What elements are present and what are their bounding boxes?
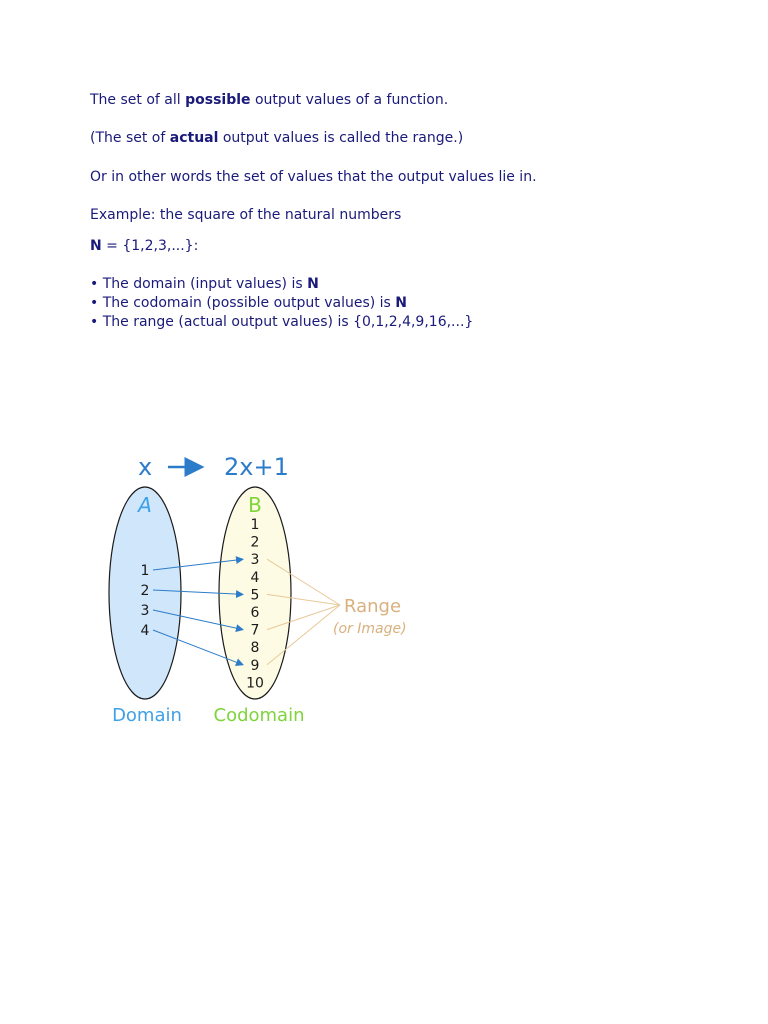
domain-value: 2 (140, 583, 150, 599)
set-a-label: A (138, 493, 152, 517)
bullet-mark: • (90, 295, 99, 311)
bullet-mark: • (90, 314, 99, 330)
codomain-value: 10 (246, 675, 264, 692)
codomain-value: 6 (250, 605, 260, 621)
domain-value: 4 (140, 623, 150, 639)
codomain-value: 9 (250, 657, 260, 674)
codomain-caption: Codomain (213, 705, 305, 726)
p2-before: (The set of (90, 130, 170, 146)
set-b-label: B (248, 493, 262, 517)
bullet-bold: N (395, 295, 408, 311)
codomain-value: 8 (250, 640, 260, 657)
natural-numbers-symbol: N (90, 238, 102, 254)
definition-paragraph (90, 91, 448, 110)
p2-after: output values is called the range.) (218, 130, 464, 146)
range-note-paragraph (90, 129, 463, 148)
codomain-value: 3 (250, 552, 260, 569)
range-label: Range (344, 596, 402, 617)
function-input-label: x (138, 453, 153, 481)
natural-numbers-set: = {1,2,3,...}: (101, 238, 199, 254)
codomain-value: 7 (250, 622, 260, 639)
bullet-bold: N (307, 276, 319, 292)
domain-value: 3 (140, 603, 150, 619)
bullet-text: The domain (input values) is (98, 276, 308, 292)
codomain-value: 5 (250, 587, 260, 604)
bullet-list (90, 275, 473, 332)
explanation-paragraph: Or in other words the set of values that the output values lie in. (90, 169, 537, 185)
bullet-mark: • (90, 276, 99, 292)
p1-before: The set of all (90, 92, 186, 108)
bullet-codomain (90, 294, 473, 313)
range-sublabel: (or Image) (333, 621, 407, 637)
bullet-domain (90, 275, 473, 294)
codomain-value: 2 (250, 534, 260, 551)
function-rule-label: 2x+1 (224, 453, 289, 481)
codomain-value: 4 (250, 569, 260, 586)
p1-after: output values of a function. (250, 92, 449, 108)
bullet-text: The codomain (possible output values) is (98, 295, 396, 311)
function-mapping-diagram (100, 440, 420, 735)
p1-bold: possible (185, 92, 251, 108)
bullet-range (90, 313, 473, 332)
domain-caption: Domain (112, 705, 182, 726)
natural-numbers-line (90, 237, 198, 256)
example-paragraph: Example: the square of the natural numbers (90, 207, 402, 223)
domain-value: 1 (140, 563, 150, 579)
p2-bold: actual (169, 130, 219, 146)
codomain-value: 1 (250, 517, 260, 533)
bullet-text: The range (actual output values) is {0,1,2,4,9,16,...} (98, 314, 474, 330)
